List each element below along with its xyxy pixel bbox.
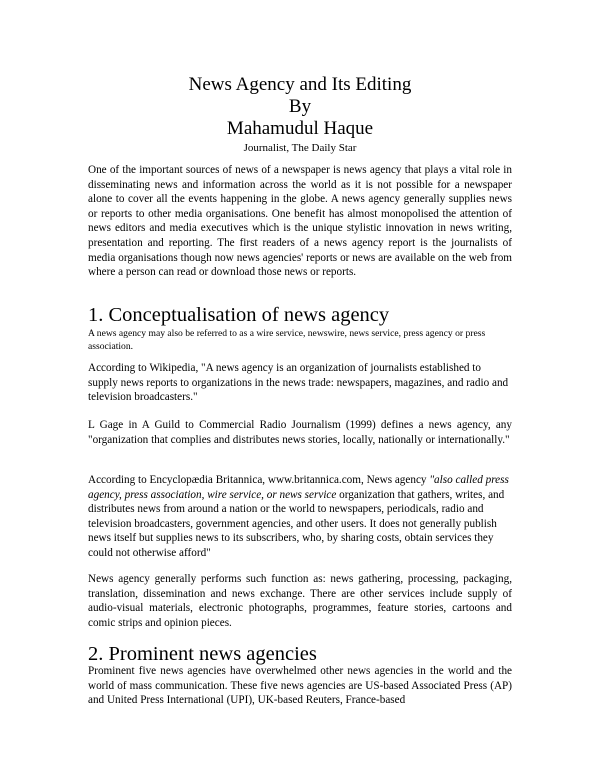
author-affiliation: Journalist, The Daily Star xyxy=(243,142,357,154)
gage-paragraph-block xyxy=(88,418,512,447)
title-block xyxy=(0,74,600,155)
intro-paragraph: One of the important sources of news of a newspaper is news agency that plays a vital role in disseminating news and information across the world as it is not possible for a newspaper alone to cover all the events happening in the globe. A news agency generally supplies news or reports to other media organisations. One benefit has almost monopolised the attention of news editors and media executives which is the unique stylistic innovation in news writing, presentation and reporting. The first readers of a news agency report is the journalists of media organisations though now news agencies' reports or news are available on the web from where a person can read or download those news or reports. xyxy=(88,164,512,279)
britannica-paragraph-block xyxy=(88,473,512,561)
section-1-note: A news agency may also be referred to as a wire service, newswire, news service, press agency or press association. xyxy=(88,328,486,352)
britannica-paragraph xyxy=(88,473,512,561)
by-line: By xyxy=(288,96,312,117)
functions-paragraph-block xyxy=(88,572,512,630)
section-1-heading: 1. Conceptualisation of news agency xyxy=(88,304,390,326)
britannica-intro: According to Encyclopædia Britannica, www.britannica.com, News agency xyxy=(88,474,430,486)
wikipedia-paragraph-block xyxy=(88,361,512,405)
wikipedia-paragraph: According to Wikipedia, "A news agency is an organization of journalists established to supply news reports to organizations in the news trade: newspapers, magazines, and radio and television broadcasters." xyxy=(88,362,509,404)
section-2-paragraph-block xyxy=(88,664,512,708)
intro-paragraph-block xyxy=(88,163,512,280)
section-2-heading: 2. Prominent news agencies xyxy=(88,643,317,665)
gage-paragraph: L Gage in A Guild to Commercial Radio Journalism (1999) defines a news agency, any "organization that complies and distributes news stories, locally, nationally or internationally." xyxy=(88,419,512,446)
section-1-note-block xyxy=(88,327,512,353)
author-name: Mahamudul Haque xyxy=(226,118,374,139)
document-title: News Agency and Its Editing xyxy=(188,74,412,95)
functions-paragraph: News agency generally performs such function as: news gathering, processing, packaging, translation, dissemination and news exchange. There are other services include supply of audio-visual materials, electronic photographs, programmes, feature stories, cartoons and comic strips and opinion pieces. xyxy=(88,573,512,629)
britannica-italic: "also called press agency, press association, wire service, or news service xyxy=(88,474,509,501)
britannica-rest: organization that gathers, writes, and distributes news from around a nation or the world to newspapers, periodicals, radio and television broadcasters, government agencies, and other users. It does not generally publish news itself but supplies news to its subscribers, who, by sharing costs, obtain services they could not otherwise afford" xyxy=(88,488,505,559)
section-2-paragraph: Prominent five news agencies have overwhelmed other news agencies in the world and the world of mass communication. These five news agencies are US-based Associated Press (AP) and United Press International (UPI), UK-based Reuters, France-based xyxy=(88,665,512,707)
